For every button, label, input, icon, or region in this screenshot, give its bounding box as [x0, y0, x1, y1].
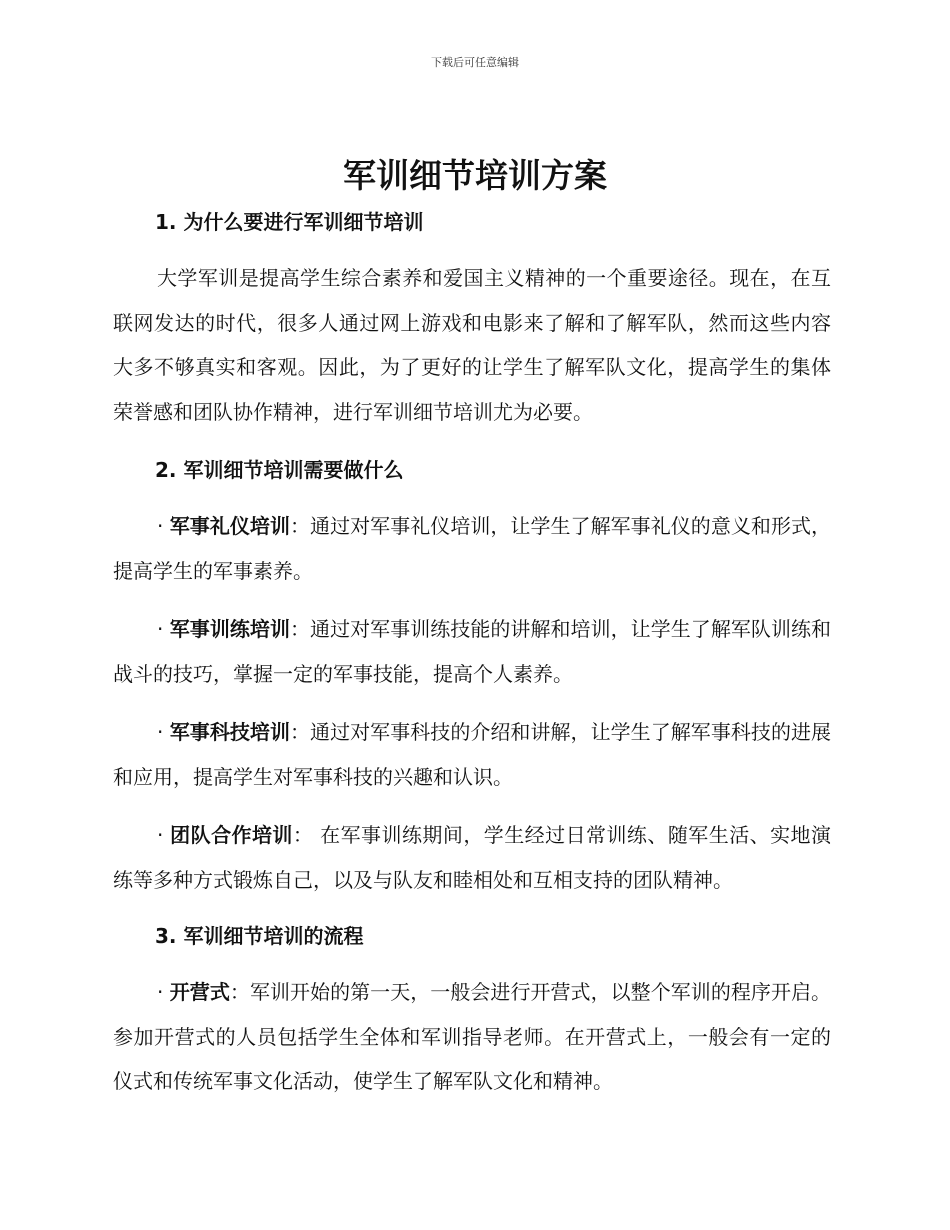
list-item	[113, 813, 831, 902]
item-colon: ：	[292, 823, 314, 847]
item-text: 军训开始的第一天，一般会进行开营式，以整个军训的程序开启。参加开营式的人员包括学生全体和军训指导老师。在开营式上，一般会有一定的仪式和传统军事文化活动，使学生了解军队文化和精神。	[113, 980, 832, 1093]
item-text: 通过对军事训练技能的讲解和培训，让学生了解军队训练和战斗的技巧，掌握一定的军事技能，提高个人素养。	[113, 617, 832, 686]
list-item	[113, 504, 831, 593]
item-colon: ：	[290, 720, 311, 744]
item-lead: 开营式	[169, 980, 230, 1004]
section-heading-3: 3. 军训细节培训的流程	[155, 924, 364, 948]
bullet: ·	[157, 980, 170, 1004]
item-text: 在军事训练期间，学生经过日常训练、随军生活、实地演练等多种方式锻炼自己，以及与队友和睦相处和互相支持的团队精神。	[113, 823, 832, 892]
header-note: 下载后可任意编辑	[431, 56, 519, 69]
bullet: ·	[157, 720, 170, 744]
list-item	[113, 710, 831, 799]
list-item	[113, 607, 831, 696]
bullet: ·	[157, 823, 171, 847]
item-lead: 军事科技培训	[169, 720, 290, 744]
item-colon: ：	[290, 617, 311, 641]
section-heading-2: 2. 军训细节培训需要做什么	[155, 458, 404, 482]
section-heading-1: 1. 为什么要进行军训细节培训	[155, 210, 424, 234]
bullet: ·	[157, 617, 170, 641]
bullet: ·	[157, 514, 170, 538]
item-text: 通过对军事礼仪培训，让学生了解军事礼仪的意义和形式，提高学生的军事素养。	[113, 514, 832, 583]
list-item	[113, 970, 831, 1104]
item-lead: 军事礼仪培训	[169, 514, 290, 538]
item-text: 通过对军事科技的介绍和讲解，让学生了解军事科技的进展和应用，提高学生对军事科技的兴趣和认识。	[113, 720, 832, 789]
item-colon: ：	[290, 514, 311, 538]
item-colon: ：	[229, 980, 250, 1004]
item-lead: 团队合作培训	[170, 823, 293, 847]
document-body	[113, 202, 831, 1118]
item-lead: 军事训练培训	[169, 617, 290, 641]
document-title: 军训细节培训方案	[343, 156, 607, 195]
section-1-paragraph: 大学军训是提高学生综合素养和爱国主义精神的一个重要途径。现在，在互联网发达的时代，很多人通过网上游戏和电影来了解和了解军队，然而这些内容大多不够真实和客观。因此，为了更好的让学生了解军队文化，提高学生的集体荣誉感和团队协作精神，进行军训细节培训尤为必要。	[113, 266, 831, 424]
